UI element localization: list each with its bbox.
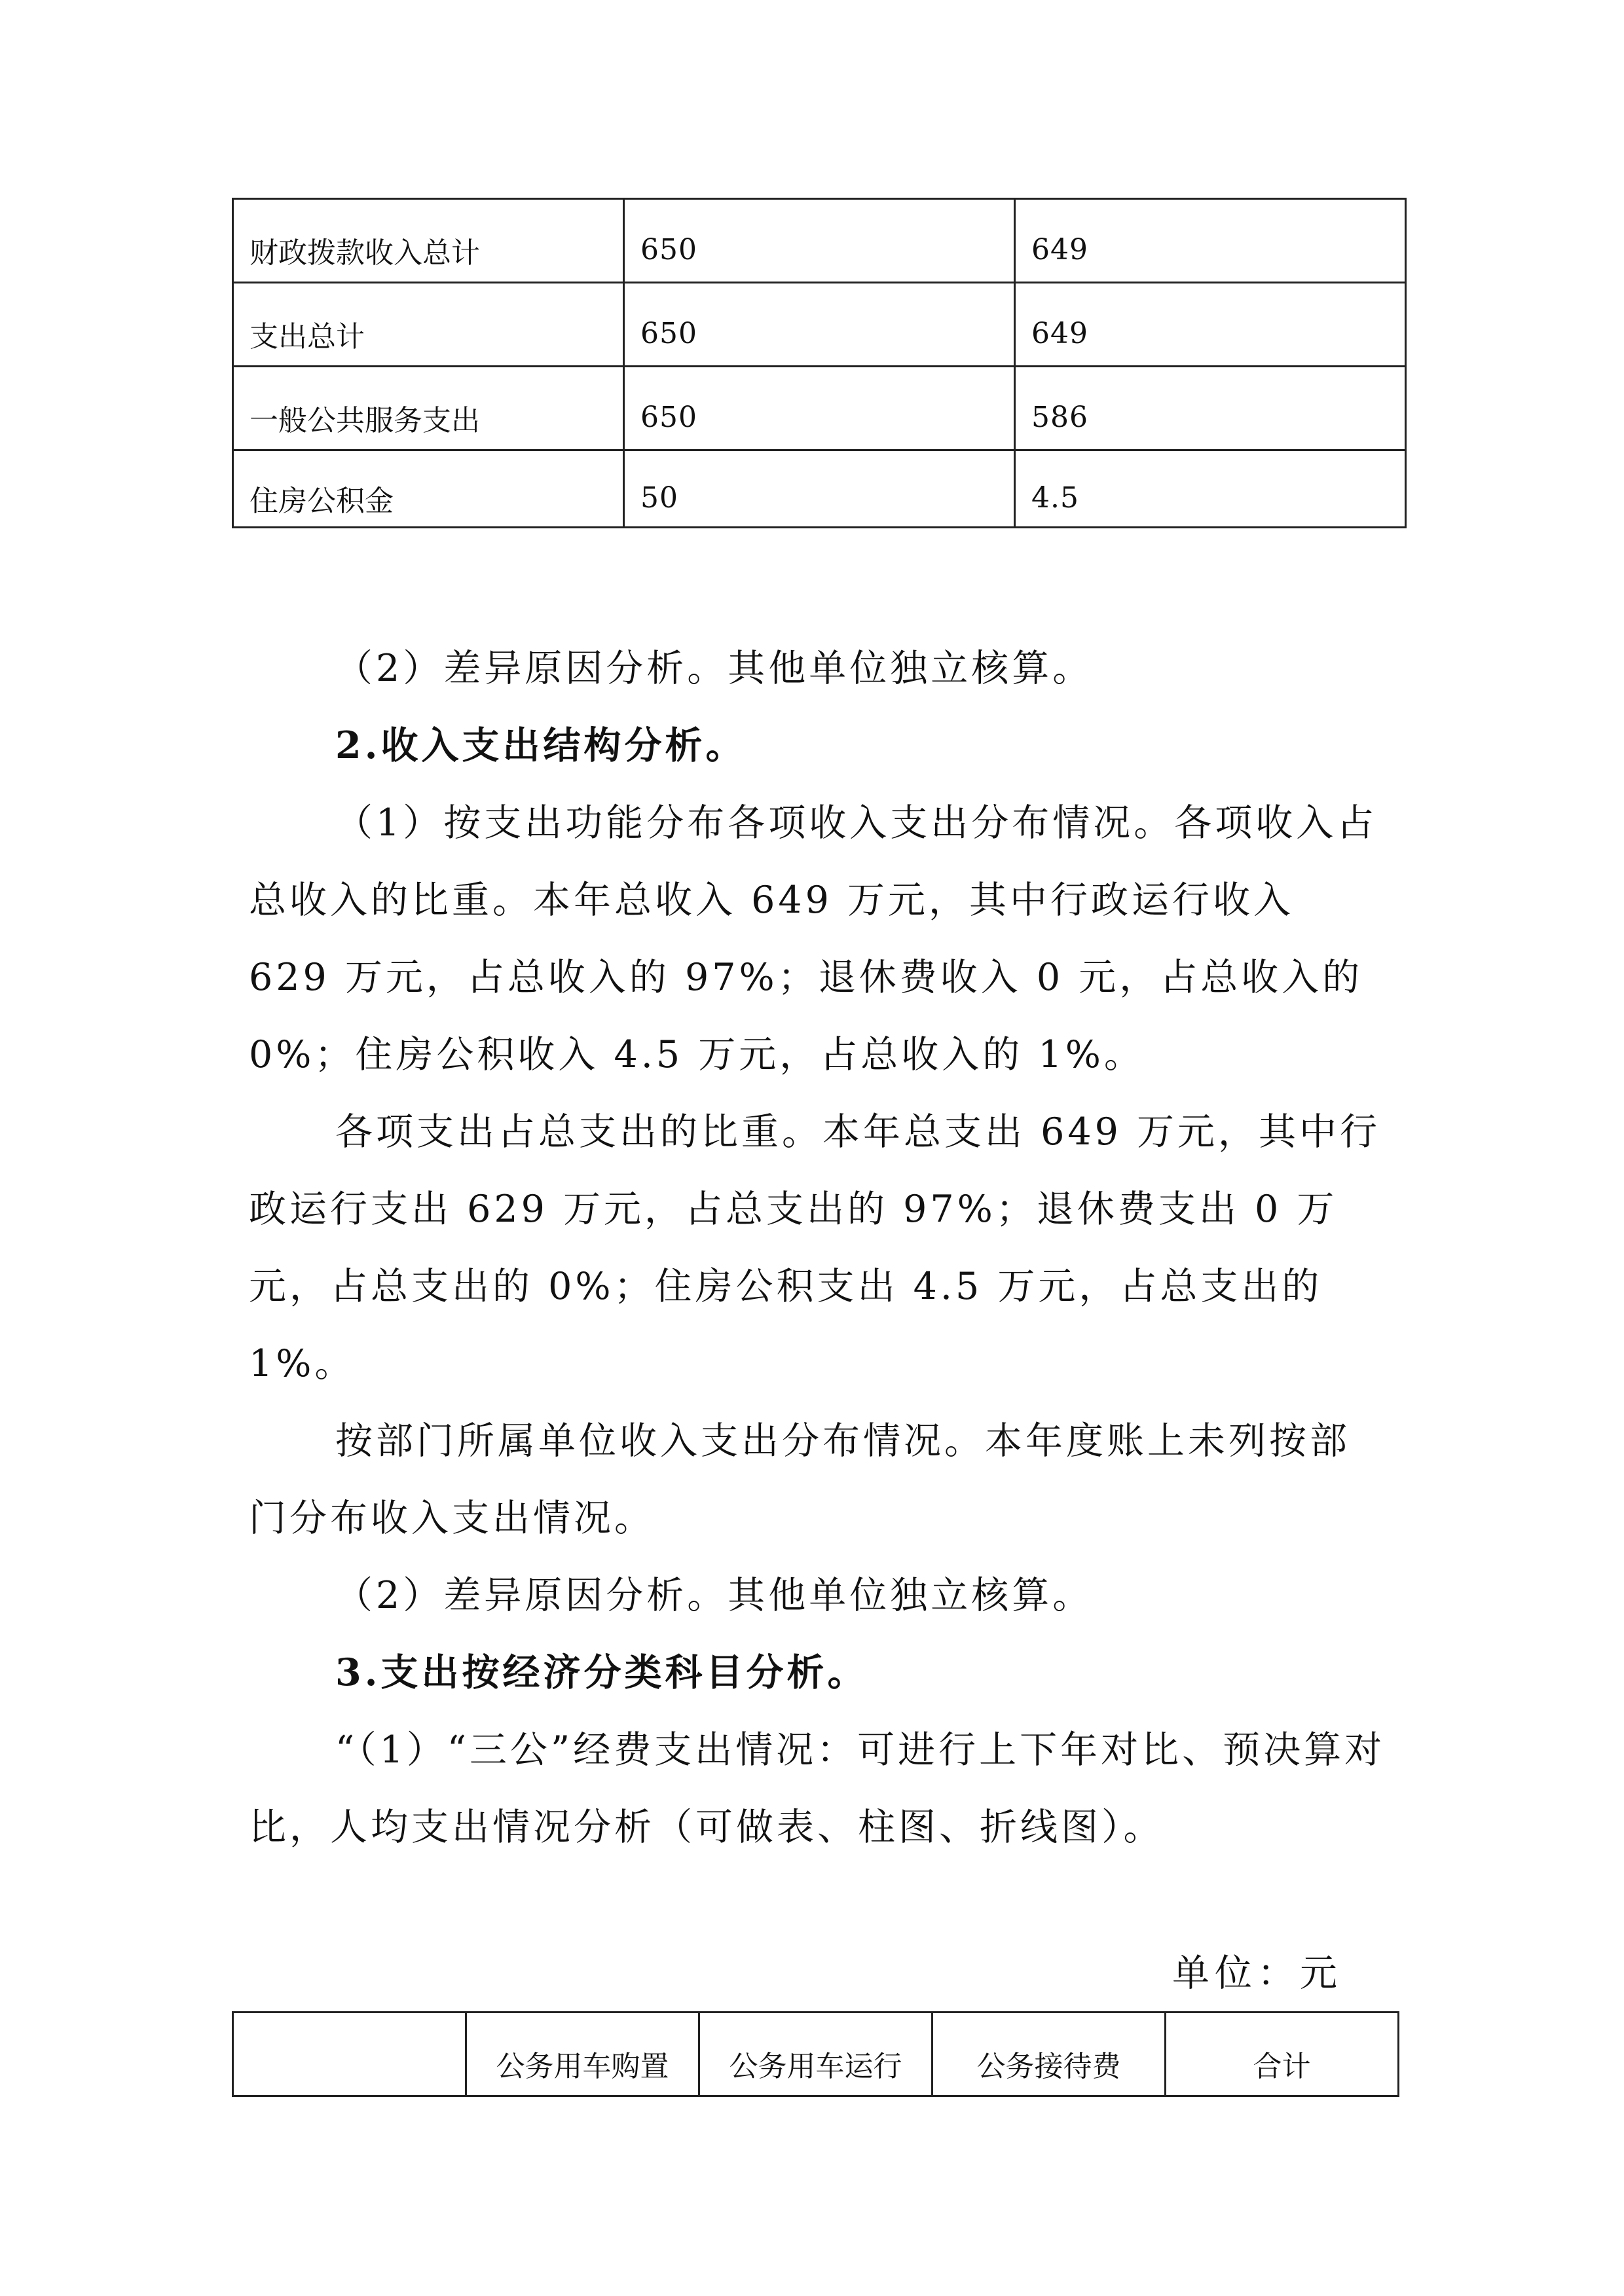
- row-label: 一般公共服务支出: [249, 403, 480, 437]
- table-row: [233, 199, 1406, 283]
- header-vehicle-operation: 公务用车运行: [699, 2013, 932, 2096]
- table-header-row: [233, 2013, 1399, 2096]
- section-heading-3: 3.支出按经济分类科目分析。: [335, 1650, 868, 1694]
- three-public-expenses-table: [232, 2011, 1399, 2097]
- table-row: [233, 283, 1406, 367]
- row-label: 住房公积金: [249, 484, 394, 518]
- paragraph-income-structure: （1）按支出功能分布各项收入支出分布情况。各项收入占总收入的比重。本年总收入 649 万元，其中行政运行收入 629 万元，占总收入的 97%；退休费收入 0 元，占总收入的 0%；住房公积收入 4.5 万元，占总收入的 1%。: [249, 801, 1378, 1076]
- header-empty: [233, 2013, 466, 2096]
- header-total: 合计: [1166, 2013, 1399, 2096]
- budget-value: 650: [640, 401, 697, 434]
- unit-label: 单位：元: [1172, 1952, 1342, 1995]
- actual-value: 649: [1031, 233, 1088, 266]
- header-reception-fee: 公务接待费: [932, 2013, 1166, 2096]
- row-label: 支出总计: [249, 319, 365, 354]
- section-heading-2: 2.收入支出结构分析。: [335, 723, 747, 767]
- actual-value: 4.5: [1031, 481, 1079, 515]
- paragraph-expense-structure: 各项支出占总支出的比重。本年总支出 649 万元，其中行政运行支出 629 万元，占总支出的 97%；退休费支出 0 万元，占总支出的 0%；住房公积支出 4.5 万元，占总支出的 1%。: [249, 1110, 1381, 1385]
- header-vehicle-purchase: 公务用车购置: [466, 2013, 699, 2096]
- budget-value: 650: [640, 317, 697, 350]
- actual-value: 649: [1031, 317, 1088, 350]
- actual-value: 586: [1031, 401, 1088, 434]
- paragraph-difference-reason-1: （2）差异原因分析。其他单位独立核算。: [335, 647, 1094, 690]
- budget-value: 650: [640, 233, 697, 266]
- paragraph-three-public-expenses: “（1）“三公”经费支出情况：可进行上下年对比、预决算对比，人均支出情况分析（可做表、柱图、折线图）。: [249, 1728, 1386, 1849]
- paragraph-difference-reason-2: （2）差异原因分析。其他单位独立核算。: [335, 1574, 1094, 1617]
- row-label: 财政拨款收入总计: [249, 236, 480, 270]
- fiscal-summary-table: [232, 198, 1407, 528]
- table-row: [233, 367, 1406, 450]
- paragraph-department-distribution: 按部门所属单位收入支出分布情况。本年度账上未列按部门分布收入支出情况。: [249, 1419, 1350, 1540]
- table-row: [233, 450, 1406, 528]
- budget-value: 50: [640, 481, 678, 515]
